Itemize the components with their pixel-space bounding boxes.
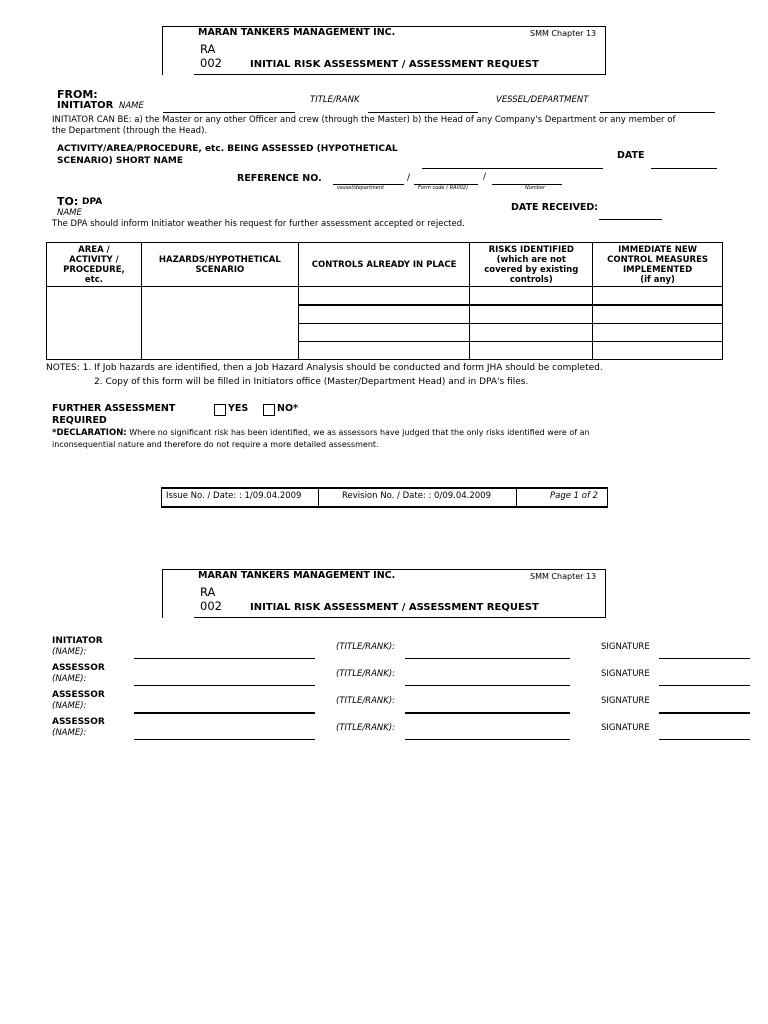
signature-role: ASSESSOR (52, 717, 105, 727)
controls-cell[interactable] (298, 305, 470, 324)
title-rank-label: TITLE/RANK (310, 95, 360, 105)
yes-checkbox[interactable] (214, 404, 226, 416)
chapter-ref: SMM Chapter 13 (530, 29, 597, 38)
initiator-sign-name-field[interactable] (134, 658, 315, 659)
signature-name-label: (NAME): (52, 674, 87, 684)
further-assessment-label: FURTHER ASSESSMENT (52, 403, 176, 414)
signature-label: SIGNATURE (601, 669, 650, 679)
vessel-department-label: VESSEL/DEPARTMENT (496, 95, 589, 105)
company-name: MARAN TANKERS MANAGEMENT INC. (198, 570, 396, 581)
initiator-sign-title-field[interactable] (405, 658, 570, 659)
reference-sub-form: Form code ( RA002) (418, 185, 469, 191)
dpa-label: DPA (82, 197, 103, 207)
hazards-cell[interactable] (141, 287, 298, 360)
signature-title-label: (TITLE/RANK): (336, 669, 396, 679)
date-label: DATE (617, 150, 645, 161)
date-field[interactable] (651, 168, 717, 169)
reference-sep-1: / (407, 173, 411, 183)
controls-cell[interactable] (298, 324, 470, 342)
table-header-risks: RISKS IDENTIFIED (which are not covered by existing controls) (470, 243, 593, 287)
further-assessment-label-cont: REQUIRED (52, 415, 107, 426)
signature-title-label: (TITLE/RANK): (336, 723, 396, 733)
risks-cell[interactable] (470, 324, 593, 342)
company-name: MARAN TANKERS MANAGEMENT INC. (198, 27, 396, 38)
activity-label: ACTIVITY/AREA/PROCEDURE, etc. BEING ASSESSED (HYPOTHETICAL (57, 144, 398, 154)
assessor-1-name-field[interactable] (134, 685, 315, 686)
date-received-label: DATE RECEIVED: (511, 202, 599, 213)
dpa-name-label: NAME (57, 208, 82, 218)
controls-cell[interactable] (298, 287, 470, 306)
assessor-2-title-field[interactable] (405, 712, 570, 714)
form-title: INITIAL RISK ASSESSMENT / ASSESSMENT REQUEST (250, 59, 539, 70)
controls-cell[interactable] (298, 342, 470, 360)
declaration: *DECLARATION: Where no significant risk has been identified, we as assessors have judged that the only risks identified were of an (52, 428, 590, 438)
no-checkbox[interactable] (263, 404, 275, 416)
new-controls-cell[interactable] (593, 287, 723, 306)
initiator-name-label: NAME (119, 101, 144, 111)
table-header-controls: CONTROLS ALREADY IN PLACE (298, 243, 470, 287)
signature-name-label: (NAME): (52, 701, 87, 711)
note-1: NOTES: 1. If Job hazards are identified, then a Job Hazard Analysis should be conducted and form JHA should be completed. (46, 363, 603, 373)
initiator-signature-field[interactable] (659, 658, 750, 659)
initiator-name-field[interactable] (163, 112, 295, 113)
signature-label: SIGNATURE (601, 723, 650, 733)
risks-cell[interactable] (470, 305, 593, 324)
activity-label-cont: SCENARIO) SHORT NAME (57, 156, 183, 166)
page-header (162, 26, 606, 75)
no-label: NO* (277, 403, 298, 414)
form-code: RA 002 (200, 42, 222, 70)
form-code: RA 002 (200, 585, 222, 613)
to-label: TO: (57, 195, 79, 208)
page-footer (161, 487, 608, 508)
signature-role: ASSESSOR (52, 690, 105, 700)
declaration-cont: inconsequential nature and therefore do not require a more detailed assessment. (52, 440, 379, 449)
yes-label: YES (228, 403, 249, 414)
initiator-vessel-field[interactable] (600, 112, 715, 113)
assessor-2-signature-field[interactable] (659, 712, 750, 714)
table-header-row (47, 243, 723, 287)
risks-cell[interactable] (470, 342, 593, 360)
assessor-3-title-field[interactable] (405, 739, 570, 740)
initiator-title-field[interactable] (368, 112, 478, 113)
activity-name-field[interactable] (422, 168, 603, 169)
date-received-field[interactable] (599, 219, 662, 220)
assessor-1-title-field[interactable] (405, 685, 570, 686)
table-header-new-controls: IMMEDIATE NEW CONTROL MEASURES IMPLEMENTED (if any) (593, 243, 723, 287)
table-row[interactable] (47, 287, 723, 306)
reference-sub-number: Number (525, 185, 546, 191)
area-cell[interactable] (47, 287, 142, 360)
signature-label: SIGNATURE (601, 696, 650, 706)
new-controls-cell[interactable] (593, 305, 723, 324)
chapter-ref: SMM Chapter 13 (530, 572, 597, 581)
reference-sub-vessel: vessel/department (337, 185, 384, 191)
page-header-2 (162, 569, 606, 618)
initiator-note-cont: the Department (through the Head). (52, 126, 208, 136)
risk-table (46, 242, 723, 360)
initiator-label: INITIATOR (57, 100, 114, 111)
assessor-3-name-field[interactable] (134, 739, 315, 740)
assessor-1-signature-field[interactable] (659, 685, 750, 686)
signature-role: ASSESSOR (52, 663, 105, 673)
page-number: Page 1 of 2 (550, 491, 599, 501)
new-controls-cell[interactable] (593, 324, 723, 342)
signature-name-label: (NAME): (52, 647, 87, 657)
dpa-note: The DPA should inform Initiator weather his request for further assessment accepted or rejected. (52, 219, 465, 229)
from-label: FROM: (57, 88, 98, 101)
assessor-2-name-field[interactable] (134, 712, 315, 714)
signature-name-label: (NAME): (52, 728, 87, 738)
revision-info: Revision No. / Date: : 0/09.04.2009 (342, 491, 491, 501)
assessor-3-signature-field[interactable] (659, 739, 750, 740)
signature-role: INITIATOR (52, 636, 103, 646)
risks-cell[interactable] (470, 287, 593, 306)
issue-info: Issue No. / Date: : 1/09.04.2009 (166, 491, 302, 501)
table-header-area: AREA / ACTIVITY / PROCEDURE, etc. (47, 243, 142, 287)
new-controls-cell[interactable] (593, 342, 723, 360)
reference-label: REFERENCE NO. (237, 173, 322, 184)
form-title: INITIAL RISK ASSESSMENT / ASSESSMENT REQUEST (250, 602, 539, 613)
reference-sep-2: / (483, 172, 487, 182)
note-2: 2. Copy of this form will be filled in Initiators office (Master/Department Head) and in DPA's files. (94, 377, 529, 387)
table-header-hazards: HAZARDS/HYPOTHETICAL SCENARIO (141, 243, 298, 287)
signature-title-label: (TITLE/RANK): (336, 642, 396, 652)
signature-title-label: (TITLE/RANK): (336, 696, 396, 706)
signature-label: SIGNATURE (601, 642, 650, 652)
initiator-note: INITIATOR CAN BE: a) the Master or any other Officer and crew (through the Master) b) the Head of any Company's Department or any member of (52, 115, 676, 125)
